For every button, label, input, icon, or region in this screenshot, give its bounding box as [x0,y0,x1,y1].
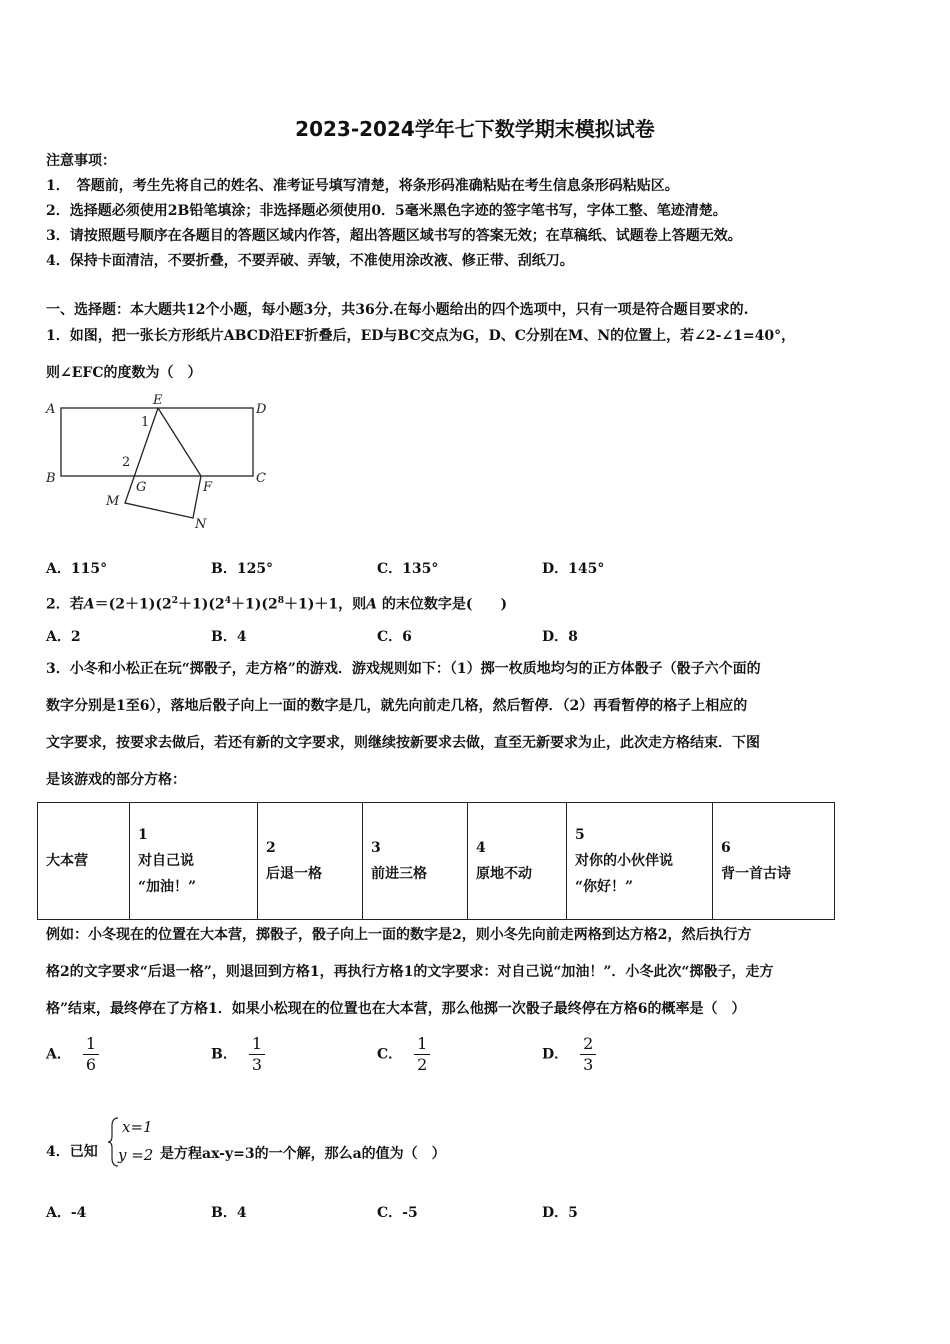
notice-item: 3．请按照题号顺序在各题目的答题区域内作答，超出答题区域书写的答案无效；在草稿纸、试题卷上答题无效。 [46,228,742,244]
grid-cell-4 [468,803,567,920]
label-f: F [203,480,213,495]
notice-item: 4．保持卡面清洁，不要折叠，不要弄破、弄皱，不准使用涂改液、修正带、刮纸刀。 [46,253,574,269]
q1-text: 则∠EFC的度数为（ ） [46,365,202,381]
q3-text: 数字分别是1至6），落地后骰子向上一面的数字是几，就先向前走几格，然后暂停．（2）再看暂停的格子上相应的 [46,698,748,714]
denominator: 2 [417,1055,428,1074]
fraction [249,1034,265,1075]
q2-prefix: 2．若 [46,596,84,613]
label-d: D [256,402,267,417]
numerator: 2 [580,1034,596,1055]
cell-text: 后退一格 [266,866,322,882]
numerator: 1 [414,1034,430,1055]
q3-example: 格”结束，最终停在了方格1．如果小松现在的位置也在大本营，那么他掷一次骰子最终停在方格6的概率是（ ） [46,1001,746,1017]
q4-option-a: A．-4 [46,1205,87,1221]
q4-text: 是方程ax-y=3的一个解，那么a的值为（ ） [160,1146,446,1162]
expr: ＝(2＋1)(2 [94,596,172,613]
cell-number: 1 [138,827,148,843]
expr: ＋1)(2 [231,596,278,613]
q3-option-a [46,1034,99,1075]
q3-example: 例如：小冬现在的位置在大本营，掷骰子，骰子向上一面的数字是2，则小冬先向前走两格到达方格2，然后执行方 [46,927,752,943]
notice-item: 2．选择题必须使用2B铅笔填涂；非选择题必须使用0．5毫米黑色字迹的签字笔书写，字体工整、笔迹清楚。 [46,203,727,219]
notice-heading: 注意事项： [46,153,116,169]
label-a: A [46,402,56,417]
q1-text: 1．如图，把一张长方形纸片ABCD沿EF折叠后，ED与BC交点为G，D、C分别在M、N的位置上，若∠2-∠1=40°， [46,328,796,344]
label-e: E [153,393,163,408]
q4-option-d: D．5 [542,1205,578,1221]
notice-item: 1． 答题前，考生先将自己的姓名、准考证号填写清楚，将条形码准确粘贴在考生信息条形码粘贴区。 [46,178,679,194]
exponent: 2 [171,596,178,606]
option-label: D． [542,1046,569,1063]
q1-figure [40,390,280,535]
angle-2-label: 2 [122,455,131,470]
fraction [83,1034,99,1075]
cell-text: 大本营 [46,853,88,869]
cell-text: “你好！” [575,879,634,895]
q3-option-b [211,1034,265,1075]
denominator: 6 [85,1055,97,1074]
cell-text: 对自己说 [138,853,194,869]
q2-option-b: B．4 [211,629,247,645]
q2-suffix: 的末位数字是( ) [376,596,508,613]
q2-option-d: D．8 [542,629,578,645]
q2-option-a: A．2 [46,629,81,645]
section-heading: 一、选择题：本大题共12个小题，每小题3分，共36分.在每小题给出的四个选项中，只有一项是符合题目要求的. [46,302,749,318]
cell-text: 原地不动 [476,866,532,882]
game-grid-table [37,802,835,920]
label-g: G [136,480,147,495]
q2-text [46,592,507,614]
label-c: C [256,471,266,486]
page-title: 2023-2024学年七下数学期末模拟试卷 [295,117,655,141]
grid-cell-2 [258,803,363,920]
q4-option-b: B．4 [211,1205,247,1221]
label-m: M [106,494,120,509]
q3-example: 格2的文字要求“后退一格”，则退回到方格1，再执行方格1的文字要求：对自己说“加油！”．小冬此次“掷骰子，走方 [46,964,774,980]
denominator: 3 [251,1055,263,1074]
cell-number: 2 [266,840,276,856]
cell-text: 前进三格 [371,866,427,882]
angle-1-label: 1 [141,415,150,430]
q3-text: 是该游戏的部分方格： [46,772,186,788]
expr: ＋1)＋1，则 [284,596,367,613]
grid-cell-5 [567,803,713,920]
cell-text: 对你的小伙伴说 [575,853,673,869]
exponent: 8 [277,596,284,606]
exponent: 4 [224,596,231,606]
q3-text: 3．小冬和小松正在玩“掷骰子，走方格”的游戏．游戏规则如下：（1）掷一枚质地均匀的正方体骰子（骰子六个面的 [46,661,761,677]
option-label: A． [46,1046,71,1063]
grid-cell-base [38,803,130,920]
option-label: B． [211,1046,237,1063]
q4-prefix: 4．已知 [46,1144,98,1160]
denominator: 3 [583,1055,594,1074]
var-a: A [366,596,377,613]
q1-option-b: B．125° [211,561,274,577]
equation-2: y =2 [118,1146,154,1164]
q4-option-c: C．-5 [377,1205,418,1221]
label-b: B [46,471,56,486]
q3-option-c [377,1034,430,1075]
expr: ＋1)(2 [178,596,225,613]
equation-1: x=1 [122,1118,153,1136]
fraction [414,1034,430,1075]
grid-cell-1 [130,803,258,920]
q1-option-c: C．135° [377,561,439,577]
q1-option-d: D．145° [542,561,605,577]
folded-part [125,408,201,518]
q1-option-a: A．115° [46,561,108,577]
fraction [580,1034,596,1075]
q3-text: 文字要求，按要求去做后，若还有新的文字要求，则继续按新要求去做，直至无新要求为止，此次走方格结束．下图 [46,735,760,751]
numerator: 1 [249,1034,265,1055]
q2-option-c: C．6 [377,629,412,645]
numerator: 1 [83,1034,99,1055]
cell-number: 4 [476,840,486,856]
var-a: A [83,596,95,613]
grid-cell-6 [713,803,835,920]
cell-text: “加油！” [138,879,197,895]
cell-number: 5 [575,827,585,843]
cell-number: 6 [721,840,731,856]
cell-text: 背一首古诗 [721,866,791,882]
label-n: N [195,517,207,532]
option-label: C． [377,1046,403,1063]
rectangle-abcd [61,408,253,476]
cell-number: 3 [371,840,381,856]
q3-option-d [542,1034,596,1075]
grid-cell-3 [363,803,468,920]
